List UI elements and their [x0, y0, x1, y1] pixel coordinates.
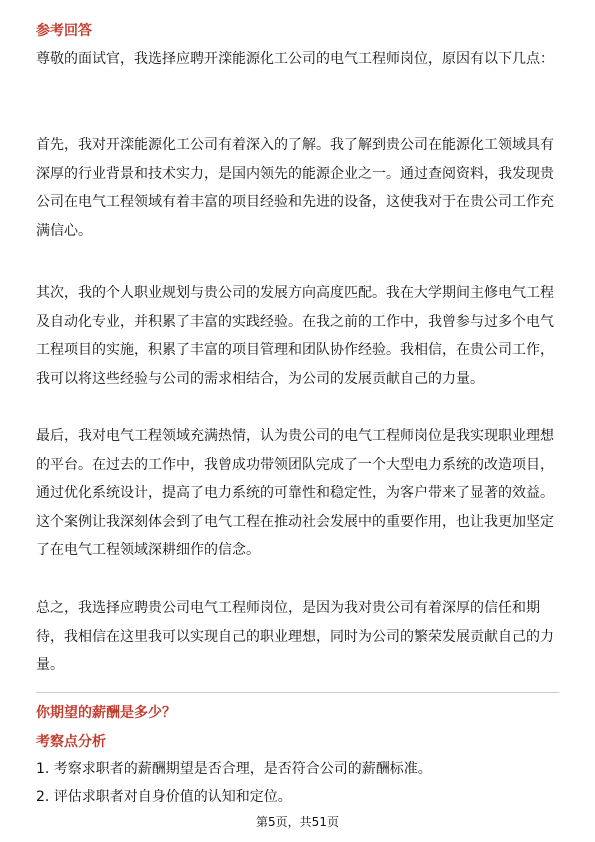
analysis-point-2: 2. 评估求职者对自身价值的认知和定位。 [36, 789, 292, 805]
answer-intro-paragraph: 尊敬的面试官，我选择应聘开滦能源化工公司的电气工程师岗位，原因有以下几点： [36, 51, 554, 67]
section-divider [36, 692, 559, 693]
answer-paragraph-second: 其次，我的个人职业规划与贵公司的发展方向高度匹配。我在大学期间主修电气工程及自动化专业，并积累了丰富的实践经验。在我之前的工作中，我曾参与过多个电气工程项目的实施，积累了丰富的项目管理和团队协作经验。我相信，在贵公司工作，我可以将这些经验与公司的需求相结合，为公司的发展贡献自己的力量。 [36, 285, 554, 387]
answer-paragraph-last: 最后，我对电气工程领域充满热情，认为贵公司的电气工程师岗位是我实现职业理想的平台。在过去的工作中，我曾成功带领团队完成了一个大型电力系统的改造项目，通过优化系统设计，提高了电力系统的可靠性和稳定性，为客户带来了显著的效益。这个案例让我深刻体会到了电气工程在推动社会发展中的重要作用，也让我更加坚定了在电气工程领域深耕细作的信念。 [36, 428, 554, 558]
page-number: 第5页，共51页 [256, 815, 339, 829]
question-title: 你期望的薪酬是多少？ [36, 705, 176, 721]
reference-answer-heading: 参考回答 [36, 23, 92, 39]
analysis-point-1: 1. 考察求职者的薪酬期望是否合理，是否符合公司的薪酬标准。 [36, 761, 432, 777]
answer-paragraph-first: 首先，我对开滦能源化工公司有着深入的了解。我了解到贵公司在能源化工领域具有深厚的行业背景和技术实力，是国内领先的能源企业之一。通过查阅资料，我发现贵公司在电气工程领域有着丰富的项目经验和先进的设备，这使我对于在贵公司工作充满信心。 [36, 137, 554, 239]
analysis-heading: 考察点分析 [36, 734, 106, 750]
answer-conclusion-paragraph: 总之，我选择应聘贵公司电气工程师岗位，是因为我对贵公司有着深厚的信任和期待，我相信在这里我可以实现自己的职业理想，同时为公司的繁荣发展贡献自己的力量。 [36, 600, 554, 673]
